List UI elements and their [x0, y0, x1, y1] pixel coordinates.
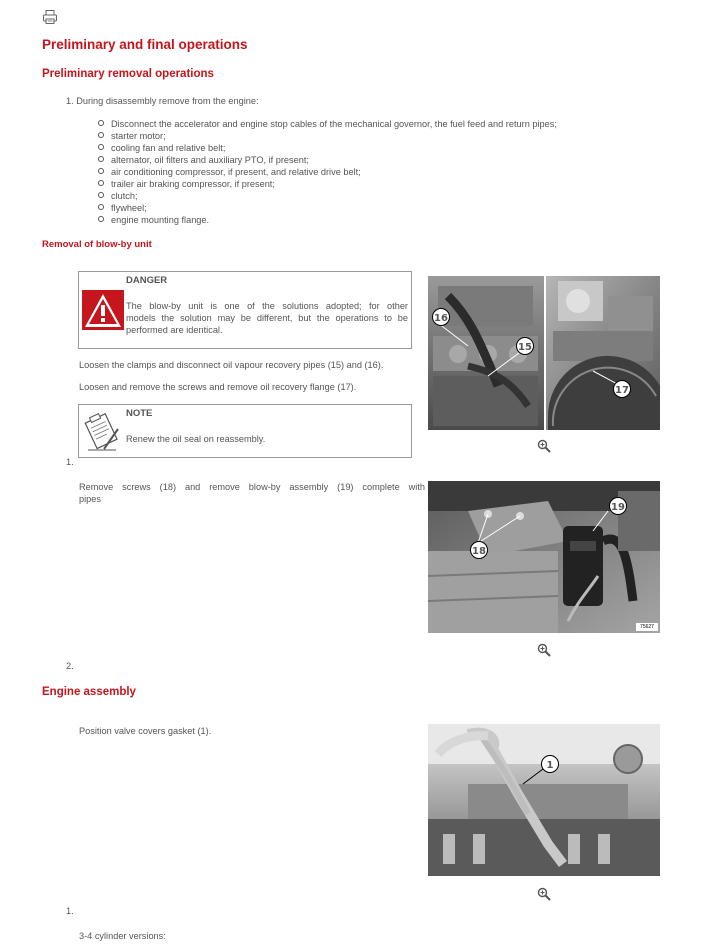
page-title: Preliminary and final operations: [42, 37, 248, 52]
assembly-step-number-1: 1.: [66, 906, 74, 916]
removal-intro: 1. During disassembly remove from the engine:: [66, 96, 259, 106]
zoom-icon[interactable]: [537, 887, 551, 901]
list-item: Disconnect the accelerator and engine stop cables of the mechanical governor, the fuel feed and return pipes;: [98, 118, 557, 130]
figure-blowby-assembly: [428, 481, 660, 633]
assembly-step1-text: Position valve covers gasket (1).: [79, 726, 212, 736]
callout-16: 16: [432, 308, 450, 326]
list-item: engine mounting flange.: [98, 214, 557, 226]
danger-title: DANGER: [126, 275, 168, 286]
step-number-2: 2.: [66, 661, 74, 671]
step1-text-line1: Loosen the clamps and disconnect oil vapour recovery pipes (15) and (16).: [79, 360, 384, 370]
list-item: cooling fan and relative belt;: [98, 142, 557, 154]
figure-blowby-pipes: [428, 276, 660, 430]
section-heading-blowby: Removal of blow-by unit: [42, 239, 152, 250]
list-item: air conditioning compressor, if present, and relative drive belt;: [98, 166, 557, 178]
list-item: starter motor;: [98, 130, 557, 142]
step2-text-line2: pipes: [79, 494, 101, 504]
danger-text: The blow-by unit is one of the solutions adopted; for other models the solution may be different, but the operations to be performed are identical.: [126, 301, 408, 335]
list-item: trailer air braking compressor, if present;: [98, 178, 557, 190]
zoom-icon[interactable]: [537, 643, 551, 657]
removal-list: [98, 118, 557, 226]
zoom-icon[interactable]: [537, 439, 551, 453]
note-title: NOTE: [126, 408, 153, 419]
step-number-1: 1.: [66, 457, 74, 467]
cylinder-versions-text: 3-4 cylinder versions:: [79, 931, 166, 941]
note-box: [78, 404, 412, 458]
danger-box: [78, 271, 412, 349]
list-item: flywheel;: [98, 202, 557, 214]
callout-18: 18: [470, 541, 488, 559]
step1-text-line2: Loosen and remove the screws and remove oil recovery flange (17).: [79, 382, 357, 392]
callout-19: 19: [609, 497, 627, 515]
list-item: alternator, oil filters and auxiliary PTO, if present;: [98, 154, 557, 166]
callout-17: 17: [613, 380, 631, 398]
step2-text-line1: Remove screws (18) and remove blow-by assembly (19) complete with: [79, 482, 425, 492]
callout-15: 15: [516, 337, 534, 355]
figure-code: 75627: [640, 624, 654, 630]
section-heading-preliminary-removal: Preliminary removal operations: [42, 68, 214, 80]
list-item: clutch;: [98, 190, 557, 202]
print-icon[interactable]: [42, 9, 58, 25]
danger-warning-icon: [82, 290, 124, 330]
note-text: Renew the oil seal on reassembly.: [126, 434, 266, 444]
callout-1: 1: [541, 755, 559, 773]
section-heading-engine-assembly: Engine assembly: [42, 686, 136, 698]
figure-valve-cover-gasket: [428, 724, 660, 876]
note-clipboard-icon: [82, 409, 122, 453]
